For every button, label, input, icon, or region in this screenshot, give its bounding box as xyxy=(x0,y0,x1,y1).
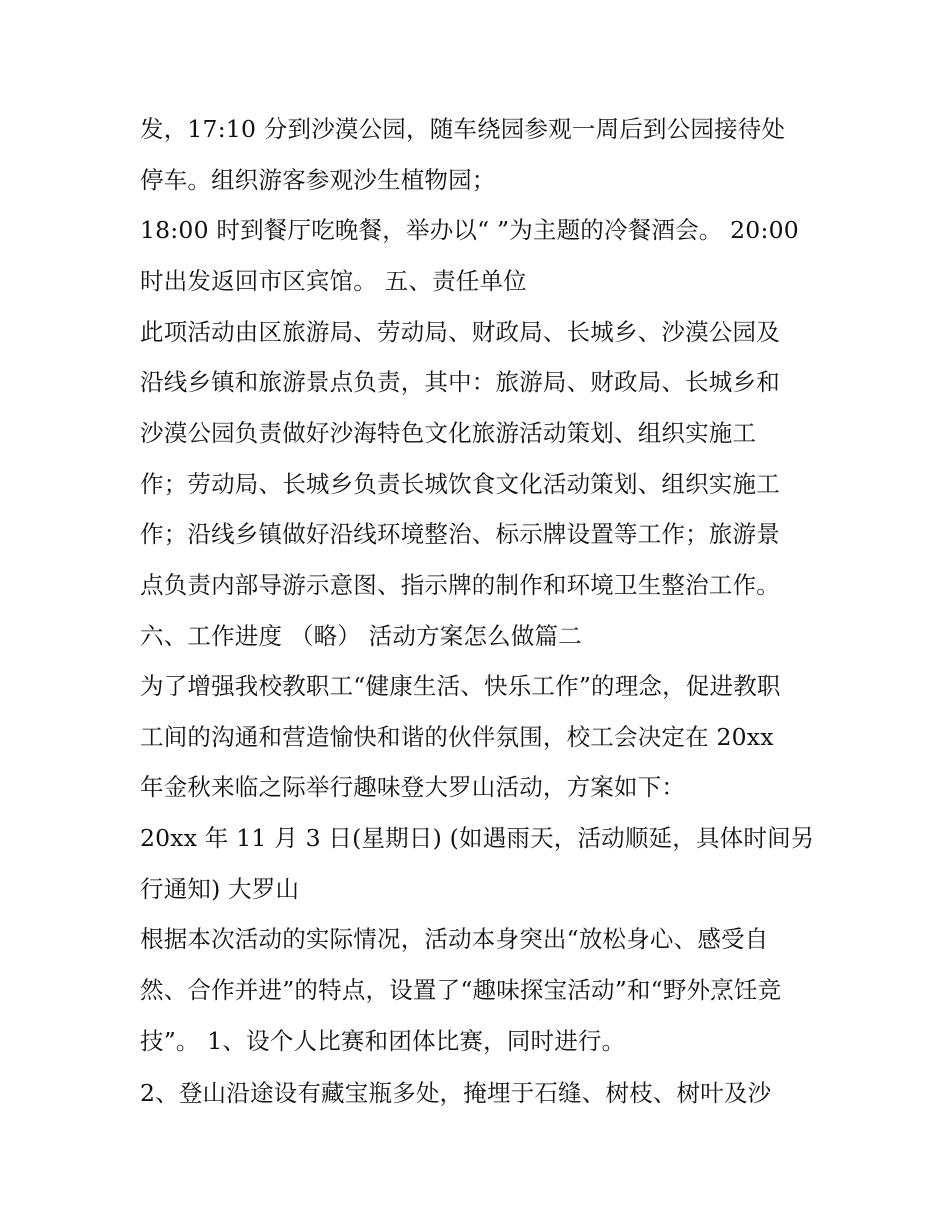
text-line: 沙漠公园负责做好沙海特色文化旅游活动策划、组织实施工 xyxy=(140,419,757,447)
text-line: 20xx 年 11 月 3 日(星期日) (如遇雨天，活动顺延，具体时间另 xyxy=(140,824,815,852)
text-line: 点负责内部导游示意图、指示牌的制作和环境卫生整治工作。 xyxy=(140,571,780,599)
text-line: 根据本次活动的实际情况，活动本身突出“放松身心、感受自 xyxy=(140,925,769,953)
section-heading: 六、工作进度 （略） 活动方案怎么做篇二 xyxy=(140,622,582,650)
text-line: 停车。组织游客参观沙生植物园； xyxy=(140,166,496,194)
text-line: 2、登山沿途设有藏宝瓶多处，掩埋于石缝、树枝、树叶及沙 xyxy=(140,1079,772,1107)
text-line: 为了增强我校教职工“健康生活、快乐工作”的理念，促进教职 xyxy=(140,672,781,700)
text-line: 时出发返回市区宾馆。 五、责任单位 xyxy=(140,267,527,295)
text-line: 作；沿线乡镇做好沿线环境整治、标示牌设置等工作；旅游景 xyxy=(140,520,780,548)
text-line: 然、合作并进”的特点，设置了“趣味探宝活动”和“野外烹饪竞 xyxy=(140,976,782,1004)
text-line: 行通知) 大罗山 xyxy=(140,875,300,903)
text-line: 工间的沟通和营造愉快和谐的伙伴氛围，校工会决定在 20xx xyxy=(140,723,774,751)
text-line: 年金秋来临之际举行趣味登大罗山活动，方案如下： xyxy=(140,773,686,801)
text-line: 此项活动由区旅游局、劳动局、财政局、长城乡、沙漠公园及 xyxy=(140,318,780,346)
text-line: 技”。 1、设个人比赛和团体比赛，同时进行。 xyxy=(140,1027,626,1055)
text-line: 发，17:10 分到沙漠公园，随车绕园参观一周后到公园接待处 xyxy=(140,115,786,143)
text-line: 作；劳动局、长城乡负责长城饮食文化活动策划、组织实施工 xyxy=(140,470,780,498)
text-line: 18:00 时到餐厅吃晚餐，举办以“ ”为主题的冷餐酒会。 20:00 xyxy=(140,216,799,244)
text-line: 沿线乡镇和旅游景点负责，其中：旅游局、财政局、长城乡和 xyxy=(140,368,780,396)
